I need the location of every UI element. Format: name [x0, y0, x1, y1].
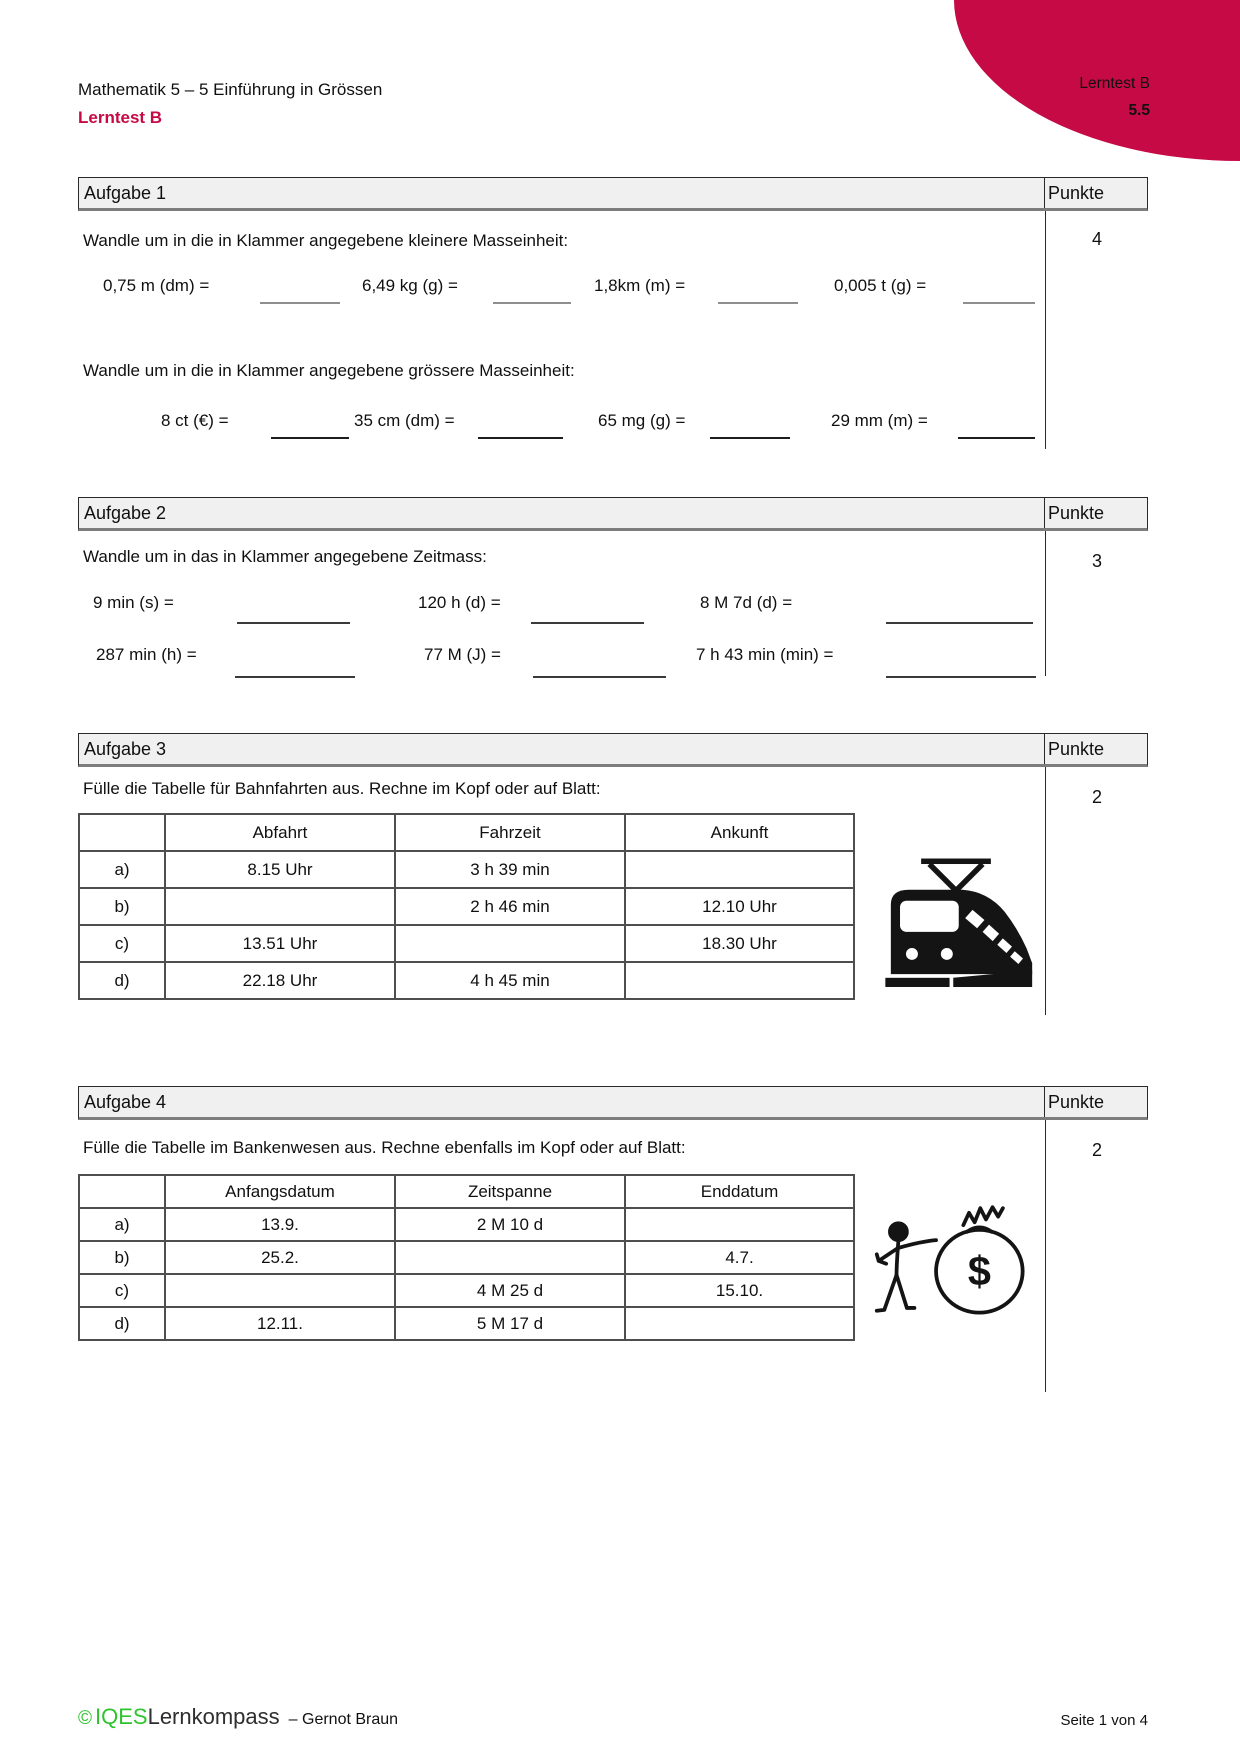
aufgabe3-instruction: Fülle die Tabelle für Bahnfahrten aus. Rechne im Kopf oder auf Blatt:	[83, 779, 601, 798]
conversion-label: 8 ct (€) =	[161, 411, 229, 430]
answer-blank[interactable]	[531, 598, 644, 624]
table-cell-empty[interactable]	[395, 1241, 625, 1274]
conversion-label: 8 M 7d (d) =	[700, 593, 793, 612]
badge-test-label: Lerntest B	[1079, 75, 1150, 92]
aufgabe4-title: Aufgabe 4	[84, 1092, 167, 1112]
table-cell: 12.10 Uhr	[625, 888, 854, 925]
points-value: 3	[1091, 551, 1102, 571]
conversion-label: 287 min (h) =	[96, 645, 197, 664]
table-corner-cell	[79, 1175, 165, 1208]
answer-blank[interactable]	[478, 413, 563, 439]
row-label: d)	[79, 962, 165, 999]
answer-blank[interactable]	[493, 278, 571, 304]
row-label: c)	[79, 925, 165, 962]
aufgabe1-points-header: Punkte	[1044, 178, 1147, 208]
table-header-row	[79, 1175, 854, 1208]
points-value: 2	[1091, 1140, 1102, 1160]
aufgabe1-header-band	[78, 177, 1148, 211]
brand-lernkompass: Lernkompass	[147, 1704, 280, 1729]
page-indicator: Seite 1 von 4	[1060, 1712, 1148, 1729]
table-cell-empty[interactable]	[625, 1208, 854, 1241]
aufgabe4-instruction: Fülle die Tabelle im Bankenwesen aus. Rechne ebenfalls im Kopf oder auf Blatt:	[83, 1138, 686, 1157]
conversion-label: 35 cm (dm) =	[354, 411, 455, 430]
table-cell: 4.7.	[625, 1241, 854, 1274]
column-header-zeitspanne: Zeitspanne	[395, 1175, 625, 1208]
aufgabe2-points-header: Punkte	[1044, 498, 1147, 528]
table-cell: 5 M 17 d	[395, 1307, 625, 1340]
column-header-fahrzeit: Fahrzeit	[395, 814, 625, 851]
table-header-row	[79, 814, 854, 851]
footer-brand	[78, 1704, 398, 1730]
table-cell: 13.9.	[165, 1208, 395, 1241]
table-row	[79, 1208, 854, 1241]
table-cell-empty[interactable]	[165, 1274, 395, 1307]
row-label: a)	[79, 1208, 165, 1241]
bank-dates-table	[78, 1174, 855, 1341]
answer-blank[interactable]	[710, 413, 790, 439]
table-cell: 4 M 25 d	[395, 1274, 625, 1307]
answer-blank[interactable]	[533, 652, 666, 678]
answer-blank[interactable]	[963, 278, 1035, 304]
conversion-label: 1,8km (m) =	[594, 276, 686, 295]
table-row	[79, 1274, 854, 1307]
row-label: c)	[79, 1274, 165, 1307]
points-value: 2	[1091, 787, 1102, 807]
table-cell: 12.11.	[165, 1307, 395, 1340]
table-cell-empty[interactable]	[165, 888, 395, 925]
conversion-label: 0,005 t (g) =	[834, 276, 927, 295]
course-title: Mathematik 5 – 5 Einführung in Grössen	[78, 80, 383, 99]
column-header-enddatum: Enddatum	[625, 1175, 854, 1208]
aufgabe2-section	[78, 497, 1148, 676]
answer-blank[interactable]	[886, 652, 1036, 678]
table-row	[79, 851, 854, 888]
aufgabe2-points-cell	[1045, 531, 1148, 676]
aufgabe4-points-cell	[1045, 1120, 1148, 1392]
aufgabe2-instruction: Wandle um in das in Klammer angegebene Zeitmass:	[83, 547, 487, 566]
aufgabe4-header-band	[78, 1086, 1148, 1120]
conversion-label: 0,75 m (dm) =	[103, 276, 210, 295]
table-cell-empty[interactable]	[625, 851, 854, 888]
aufgabe3-title: Aufgabe 3	[84, 739, 167, 759]
table-row	[79, 1307, 854, 1340]
table-row	[79, 925, 854, 962]
test-name: Lerntest B	[78, 108, 163, 127]
footer-author: – Gernot Braun	[288, 1711, 399, 1728]
table-cell-empty[interactable]	[395, 925, 625, 962]
aufgabe1-title: Aufgabe 1	[84, 183, 167, 203]
brand-iqes: IQES	[95, 1704, 148, 1729]
answer-blank[interactable]	[718, 278, 798, 304]
aufgabe3-points-header: Punkte	[1044, 734, 1147, 764]
table-cell: 13.51 Uhr	[165, 925, 395, 962]
table-row	[79, 1241, 854, 1274]
row-label: d)	[79, 1307, 165, 1340]
conversion-label: 7 h 43 min (min) =	[696, 645, 834, 664]
aufgabe4-points-header: Punkte	[1044, 1087, 1147, 1117]
row-label: b)	[79, 1241, 165, 1274]
aufgabe1-instruction-larger: Wandle um in die in Klammer angegebene grössere Masseinheit:	[83, 361, 575, 380]
conversion-label: 77 M (J) =	[424, 645, 501, 664]
table-corner-cell	[79, 814, 165, 851]
table-cell: 2 M 10 d	[395, 1208, 625, 1241]
column-header-anfangsdatum: Anfangsdatum	[165, 1175, 395, 1208]
answer-blank[interactable]	[958, 413, 1035, 439]
badge-code: 5.5	[1128, 102, 1150, 119]
table-cell-empty[interactable]	[625, 1307, 854, 1340]
table-cell: 25.2.	[165, 1241, 395, 1274]
table-row	[79, 888, 854, 925]
svg-text:$: $	[967, 1248, 991, 1295]
table-cell: 8.15 Uhr	[165, 851, 395, 888]
aufgabe1-section	[78, 177, 1148, 449]
table-cell-empty[interactable]	[625, 962, 854, 999]
column-header-ankunft: Ankunft	[625, 814, 854, 851]
aufgabe1-instruction-smaller: Wandle um in die in Klammer angegebene kleinere Masseinheit:	[83, 231, 569, 250]
train-times-table	[78, 813, 855, 1000]
money-bag-icon	[873, 1178, 1033, 1324]
aufgabe3-header-band	[78, 733, 1148, 767]
row-label: b)	[79, 888, 165, 925]
conversion-label: 29 mm (m) =	[831, 411, 928, 430]
corner-badge	[954, 0, 1240, 161]
answer-blank[interactable]	[886, 598, 1033, 624]
points-value: 4	[1091, 229, 1102, 249]
answer-blank[interactable]	[260, 278, 340, 304]
aufgabe1-points-cell	[1045, 211, 1148, 449]
answer-blank[interactable]	[237, 598, 350, 624]
table-row	[79, 962, 854, 999]
conversion-label: 9 min (s) =	[93, 593, 174, 612]
answer-blank[interactable]	[235, 652, 355, 678]
conversion-label: 65 mg (g) =	[598, 411, 686, 430]
conversion-label: 6,49 kg (g) =	[362, 276, 458, 295]
aufgabe3-section	[78, 733, 1148, 1015]
aufgabe2-title: Aufgabe 2	[84, 503, 167, 523]
aufgabe2-header-band	[78, 497, 1148, 531]
table-cell: 4 h 45 min	[395, 962, 625, 999]
column-header-abfahrt: Abfahrt	[165, 814, 395, 851]
aufgabe4-section	[78, 1086, 1148, 1392]
train-icon	[878, 851, 1034, 989]
row-label: a)	[79, 851, 165, 888]
table-cell: 2 h 46 min	[395, 888, 625, 925]
table-cell: 3 h 39 min	[395, 851, 625, 888]
table-cell: 18.30 Uhr	[625, 925, 854, 962]
aufgabe3-points-cell	[1045, 767, 1148, 1015]
conversion-label: 120 h (d) =	[418, 593, 501, 612]
copyright-icon: ©	[78, 1708, 92, 1729]
answer-blank[interactable]	[271, 413, 349, 439]
table-cell: 15.10.	[625, 1274, 854, 1307]
table-cell: 22.18 Uhr	[165, 962, 395, 999]
